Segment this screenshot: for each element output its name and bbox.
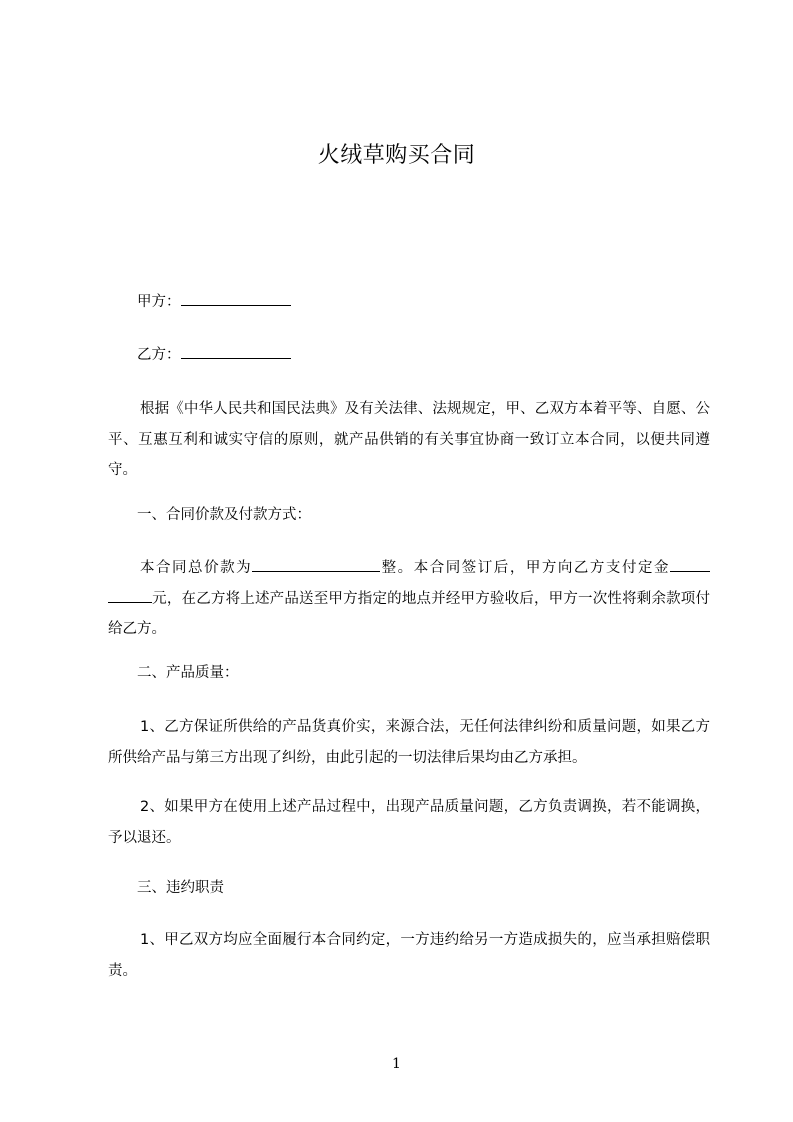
section3-item1: 1、甲乙双方均应全面履行本合同约定，一方违约给另一方造成损失的，应当承担赔偿职责。: [108, 932, 710, 979]
intro-paragraph: 根据《中华人民共和国民法典》及有关法律、法规规定，甲、乙双方本着平等、自愿、公平、互惠互利和诚实守信的原则，就产品供销的有关事宜协商一致订立本合同，以便共同遵守。: [108, 401, 710, 478]
section1-part2: 整。本合同签订后，甲方向乙方支付定金: [380, 560, 671, 576]
page-number: 1: [392, 1056, 401, 1072]
section1-heading: 一、合同价款及付款方式：: [137, 507, 311, 523]
party-a-label: 甲方：: [137, 294, 181, 310]
section2-item2: 2、如果甲方在使用上述产品过程中，出现产品质量问题，乙方负责调换，若不能调换，予以退还。: [108, 799, 710, 846]
section1-paragraph: [108, 553, 710, 645]
page-title: 火绒草购买合同: [317, 143, 476, 168]
section1-part1: 本合同总价款为: [140, 560, 253, 576]
party-a-blank: [181, 291, 291, 306]
section2-heading: 二、产品质量：: [137, 665, 239, 681]
party-b-blank: [181, 344, 291, 359]
total-price-blank: [252, 557, 380, 572]
party-a-line: [137, 291, 291, 312]
section2-item1: 1、乙方保证所供给的产品货真价实，来源合法，无任何法律纠纷和质量问题，如果乙方所供给产品与第三方出现了纠纷，由此引起的一切法律后果均由乙方承担。: [108, 719, 710, 766]
section3-heading: 三、违约职责: [137, 880, 224, 896]
party-b-line: [137, 344, 291, 365]
deposit-blank-b: [108, 588, 152, 603]
deposit-blank-a: [670, 557, 710, 572]
section1-part3: 元，在乙方将上述产品送至甲方指定的地点并经甲方验收后，甲方一次性将剩余款项付给乙方。: [108, 590, 710, 637]
party-b-label: 乙方：: [137, 347, 181, 363]
